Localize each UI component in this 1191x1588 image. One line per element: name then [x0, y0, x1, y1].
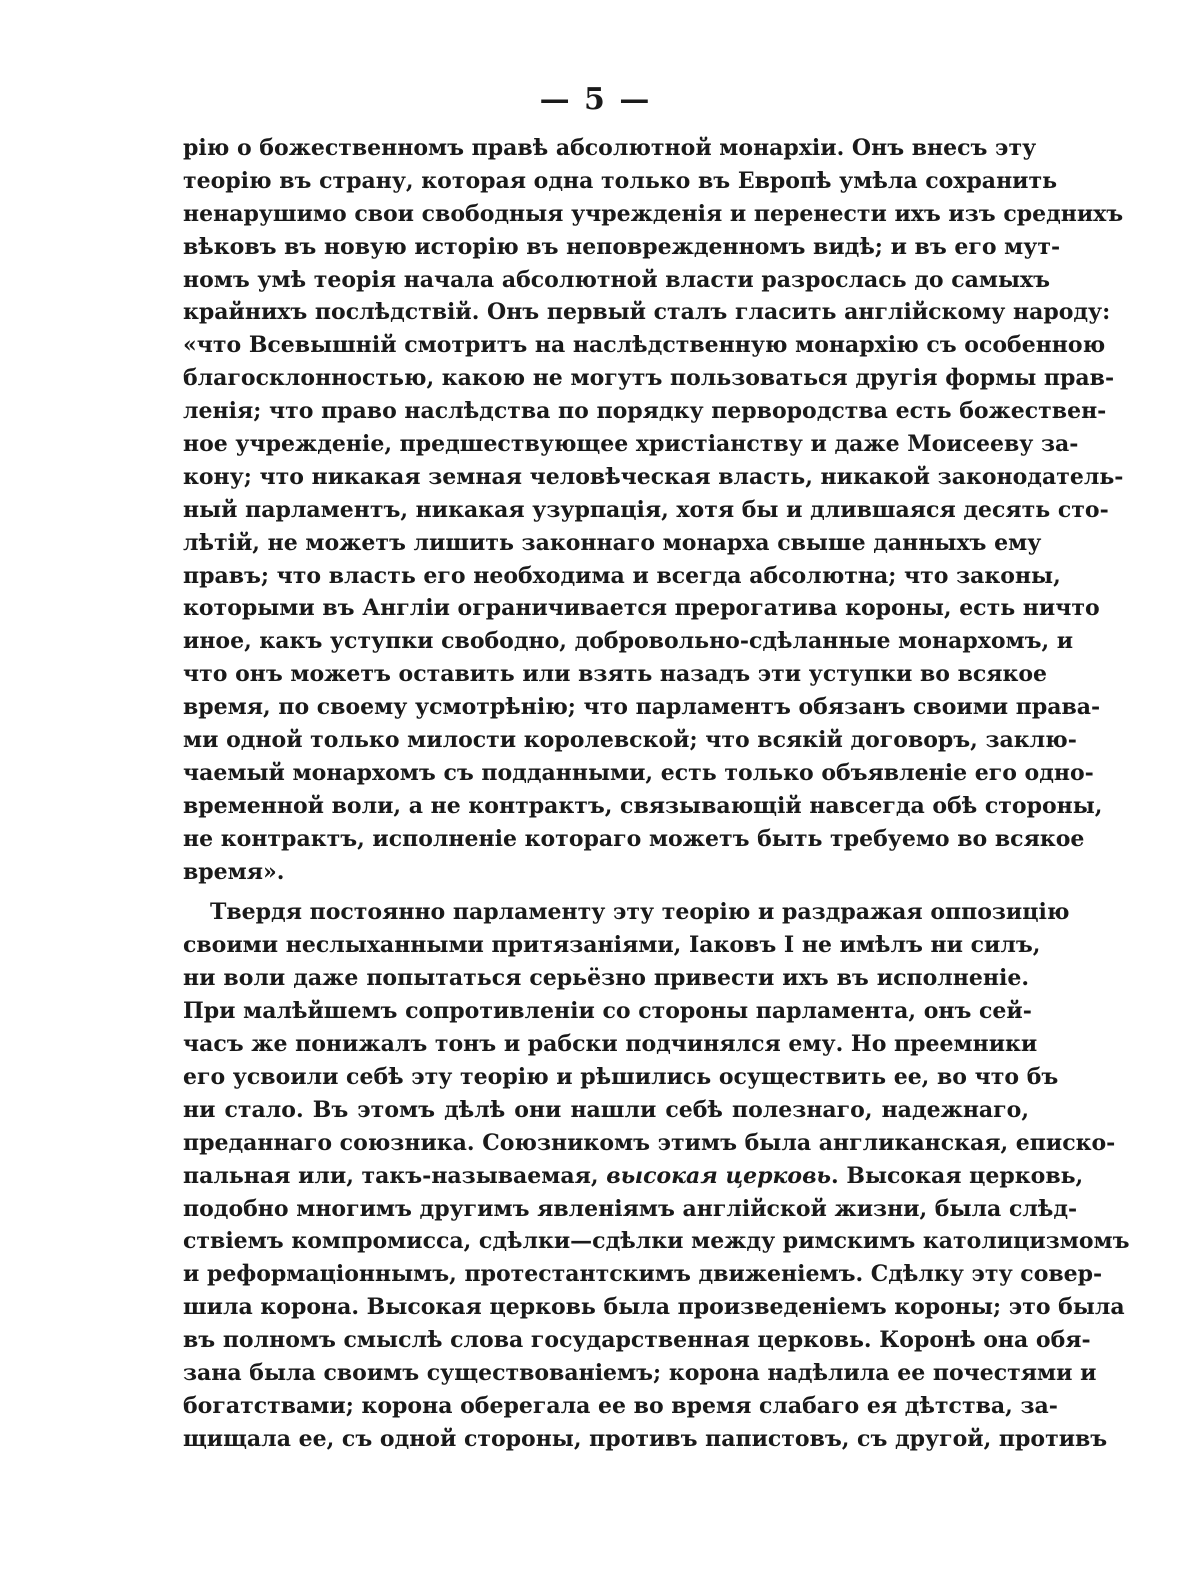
text-line: не контрактъ, исполненіе котораго можетъ быть требуемо во всякое — [183, 825, 1085, 852]
text-line: рію о божественномъ правѣ абсолютной монархіи. Онъ внесъ эту — [183, 135, 1037, 161]
text-line: правъ; что власть его необходима и всегда абсолютна; что законы, — [183, 562, 1061, 589]
text-line: что онъ можетъ оставить или взять назадъ эти уступки во всякое — [183, 661, 1048, 688]
text-line: шила корона. Высокая церковь была произведеніемъ короны; это была — [183, 1294, 1125, 1321]
paragraph-1 — [183, 132, 1124, 888]
text-line: временной воли, а не контрактъ, связывающій навсегда обѣ стороны, — [183, 792, 1103, 819]
text-line: ни воли даже попытаться серьёзно привести ихъ въ исполненіе. — [183, 965, 1029, 992]
text-line: лѣтій, не можетъ лишить законнаго монарха свыше данныхъ ему — [183, 529, 1042, 556]
text-line: теорію въ страну, которая одна только въ Европѣ умѣла сохранить — [183, 167, 1058, 194]
text-line: вѣковъ въ новую исторію въ неповрежденномъ видѣ; и въ его мут- — [183, 233, 1061, 260]
line-suffix: . Высокая церковь, — [831, 1162, 1084, 1189]
text-line: ный парламентъ, никакая узурпація, хотя бы и длившаяся десять сто- — [183, 496, 1109, 523]
text-line: время, по своему усмотрѣнію; что парламентъ обязанъ своими права- — [183, 694, 1101, 721]
text-line: ми одной только милости королевской; что всякій договоръ, заклю- — [183, 727, 1077, 754]
text-line: подобно многимъ другимъ явленіямъ англійской жизни, была слѣд- — [183, 1195, 1078, 1222]
text-line: богатствами; корона оберегала ее во время слабаго ея дѣтства, за- — [183, 1392, 1058, 1419]
text-line: зана была своимъ существованіемъ; корона надѣлила ее почестями и — [183, 1359, 1097, 1386]
text-line: иное, какъ уступки свободно, добровольно-сдѣланные монархомъ, и — [183, 628, 1074, 655]
page-number: — 5 — — [539, 82, 652, 117]
text-line: благосклонностью, какою не могутъ пользоваться другія формы прав- — [183, 365, 1115, 392]
text-line: преданнаго союзника. Союзникомъ этимъ была англиканская, еписко- — [183, 1129, 1116, 1156]
text-line-italic — [183, 1160, 1084, 1193]
paragraph-gap — [183, 888, 1029, 896]
text-line: номъ умѣ теорія начала абсолютной власти разрослась до самыхъ — [183, 266, 1051, 293]
text-line: своими неслыханными притязаніями, Іаковъ I не имѣлъ ни силъ, — [183, 932, 1041, 959]
text-line: ствіемъ компромисса, сдѣлки—сдѣлки между римскимъ католицизмомъ — [183, 1228, 1130, 1255]
paragraph-2 — [183, 896, 1130, 1455]
text-line: «что Всевышній смотритъ на наслѣдственную монархію съ особенною — [183, 332, 1106, 359]
text-line: крайнихъ послѣдствій. Онъ первый сталъ гласить англійскому народу: — [183, 299, 1111, 326]
text-line: чаемый монархомъ съ подданными, есть только объявленіе его одно- — [183, 759, 1094, 786]
text-line: Твердя постоянно парламенту эту теорію и раздражая оппозицію — [210, 899, 1070, 926]
text-line: въ полномъ смыслѣ слова государственная церковь. Коронѣ она обя- — [183, 1327, 1091, 1354]
text-line: которыми въ Англіи ограничивается прерогатива короны, есть ничто — [183, 595, 1100, 622]
text-line: и реформаціоннымъ, протестантскимъ движеніемъ. Сдѣлку эту совер- — [183, 1261, 1103, 1288]
line-prefix: пальная или, такъ-называемая, — [183, 1162, 607, 1189]
text-line: ленія; что право наслѣдства по порядку первородства есть божествен- — [183, 398, 1107, 425]
text-line: кону; что никакая земная человѣческая власть, никакой законодатель- — [183, 463, 1124, 490]
text-line: часъ же понижалъ тонъ и рабски подчинялся ему. Но преемники — [183, 1031, 1038, 1058]
body-text — [183, 132, 1130, 1456]
italic-phrase: высокая церковь — [606, 1162, 832, 1189]
text-line: его усвоили себѣ эту теорію и рѣшились осуществить ее, во что бъ — [183, 1063, 1059, 1090]
text-line: При малѣйшемъ сопротивленіи со стороны парламента, онъ сей- — [183, 998, 1032, 1025]
text-line: ное учрежденіе, предшествующее христіанству и даже Моисееву за- — [183, 431, 1079, 458]
text-line: щищала ее, съ одной стороны, противъ папистовъ, съ другой, противъ — [183, 1425, 1108, 1452]
text-line: ненарушимо свои свободныя учрежденія и перенести ихъ изъ среднихъ — [183, 200, 1124, 227]
text-line: ни стало. Въ этомъ дѣлѣ они нашли себѣ полезнаго, надежнаго, — [183, 1096, 1029, 1123]
text-line: время». — [183, 858, 285, 885]
